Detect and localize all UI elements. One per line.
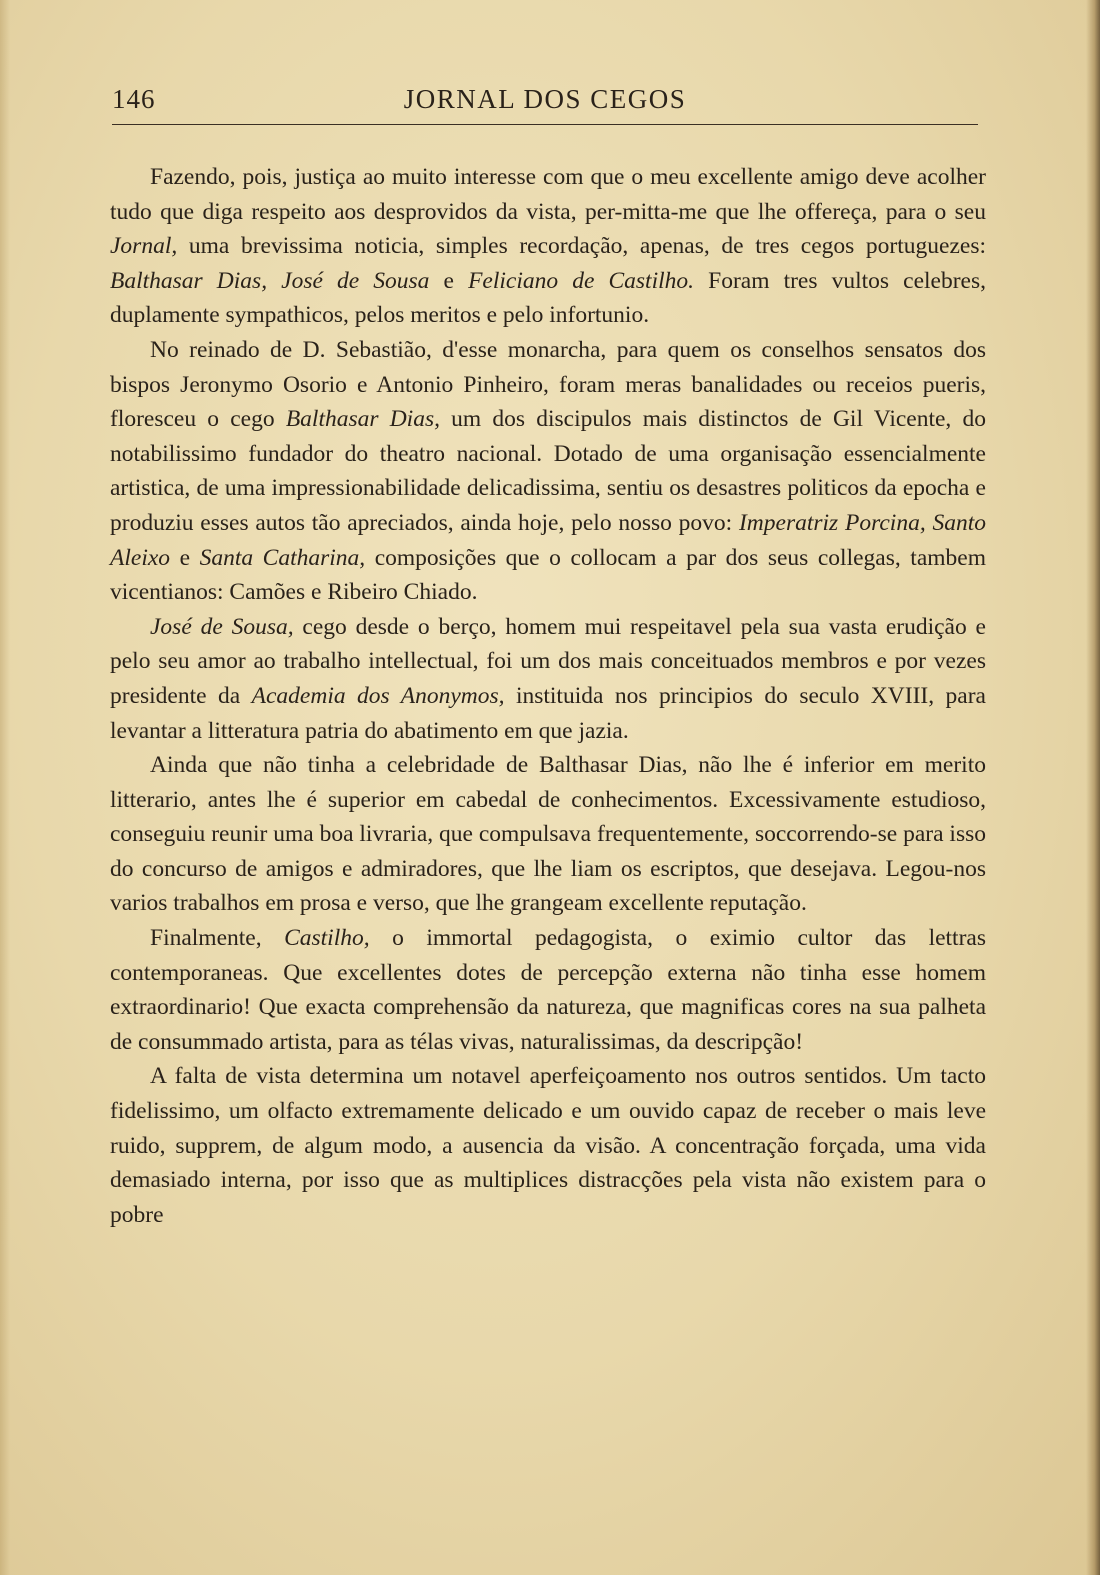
paragraph-text: cego desde o berço, homem mui respeitavel pela sua vasta erudição e pelo seu amor ao trabalho intellectual, foi um dos mais conceituados membros e por vezes presidente da [110, 613, 986, 709]
paragraph-text: instituida nos principios do seculo XVIII, para levantar a litteratura patria do abatimento em que jazia. [110, 682, 986, 744]
paragraph-text: e [170, 544, 200, 571]
page-left-edge [0, 0, 10, 1575]
paragraph [110, 160, 986, 333]
paragraph-text: uma brevissima noticia, simples recordação, apenas, de tres cegos portuguezes: [177, 233, 986, 260]
page-header [112, 84, 978, 124]
italic-text: Imperatriz Porcina, Santo Aleixo [110, 509, 986, 571]
paragraph [110, 748, 986, 921]
italic-text: José de Sousa, [150, 613, 294, 640]
body-text [110, 160, 986, 1232]
paragraph-text: A falta de vista determina um notavel aperfeiçoamento nos outros sentidos. Um tacto fidelissimo, um olfacto extremamente delicado e um ouvido capaz de receber o mais leve ruido, supprem, de algum modo, a ausencia da visão. A concentração forçada, uma vida demasiado interna, por isso que as multiplices distracções pela vista não existem para o pobre [110, 1063, 986, 1228]
italic-text: Balthasar Dias, [285, 406, 440, 433]
header-rule [112, 124, 978, 125]
paragraph [110, 1059, 986, 1232]
paragraph-text: Foram tres vultos celebres, duplamente sympathicos, pelos meritos e pelo infortunio. [110, 267, 986, 329]
running-title: JORNAL DOS CEGOS [403, 84, 687, 114]
paragraph-text: composições que o collocam a par dos seus collegas, tambem vicentianos: Camões e Ribeiro Chiado. [110, 544, 986, 606]
italic-text: Feliciano de Castilho. [468, 267, 695, 294]
paragraph [110, 921, 986, 1059]
paragraph-text: Ainda que não tinha a celebridade de Balthasar Dias, não lhe é inferior em merito litterario, antes lhe é superior em cabedal de conhecimentos. Excessivamente estudioso, conseguiu reunir uma boa livraria, que compulsava frequentemente, soccorrendo-se para isso do concurso de amigos e admiradores, que lhe liam os escriptos, que desejava. Legou-nos varios trabalhos em prosa e verso, que lhe grangeam excellente reputação. [110, 752, 986, 917]
paragraph [110, 333, 986, 610]
paragraph-text: o immortal pedagogista, o eximio cultor das lettras contemporaneas. Que excellentes dotes de percepção externa não tinha esse homem extraordinario! Que exacta comprehensão da natureza, que magnificas cores na sua palheta de consummado artista, para as télas vivas, naturalissimas, da descripção! [110, 925, 986, 1055]
italic-text: Jornal, [110, 233, 178, 260]
page-right-edge [1086, 0, 1100, 1575]
italic-text: Academia dos Anonymos, [251, 682, 505, 709]
paragraph-text: Fazendo, pois, justiça ao muito interesse com que o meu excellente amigo deve acolher tudo que diga respeito aos desprovidos da vista, per-mitta-me que lhe offereça, para o seu [110, 164, 986, 225]
paragraph-text: um dos discipulos mais distinctos de Gil Vicente, do notabilissimo fundador do theatro nacional. Dotado de uma organisação essencialmente artistica, de uma impressionabilidade delicadissima, sentiu os desastres politicos da epocha e produziu esses autos tão apreciados, ainda hoje, pelo nosso povo: [110, 406, 986, 536]
paragraph-text: e [429, 267, 469, 294]
italic-text: Santa Catharina, [199, 544, 366, 571]
paragraph [110, 610, 986, 748]
page-number: 146 [112, 84, 156, 114]
italic-text: Balthasar Dias, José de Sousa [110, 267, 430, 294]
paragraph-text: Finalmente, [150, 925, 285, 952]
paragraph-text: No reinado de D. Sebastião, d'esse monarcha, para quem os conselhos sensatos dos bispos Jeronymo Osorio e Antonio Pinheiro, foram meras banalidades ou receios pueris, floresceu o cego [110, 336, 986, 433]
italic-text: Castilho, [284, 925, 370, 952]
